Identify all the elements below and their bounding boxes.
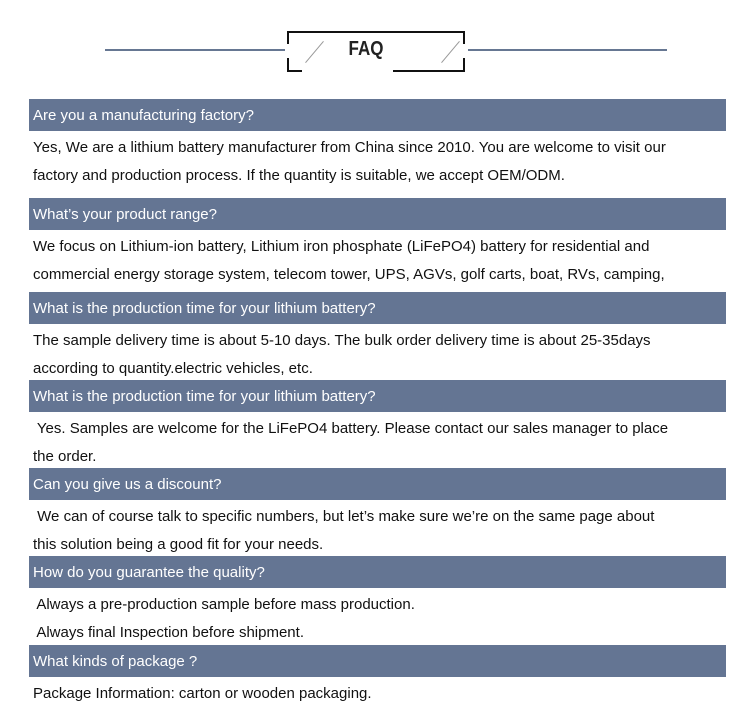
faq-question: What is the production time for your lithium battery? (29, 292, 726, 324)
page-title: FAQ (348, 38, 384, 60)
faq-question: How do you guarantee the quality? (29, 556, 726, 588)
frame-gap (302, 69, 393, 73)
faq-answer-line: factory and production process. If the quantity is suitable, we accept OEM/ODM. (33, 167, 565, 184)
frame-gap (285, 44, 290, 58)
faq-answer-line: according to quantity.electric vehicles, etc. (33, 360, 313, 377)
faq-answer-line: Package Information: carton or wooden packaging. (33, 685, 372, 702)
faq-question: What’s your product range? (29, 198, 726, 230)
divider-left (105, 49, 287, 51)
faq-answer-line: Yes. Samples are welcome for the LiFePO4 battery. Please contact our sales manager to place (33, 420, 669, 437)
faq-answer-line: The sample delivery time is about 5-10 days. The bulk order delivery time is about 25-35days (33, 332, 651, 349)
faq-answer-line: Always final Inspection before shipment. (33, 624, 304, 641)
faq-answer-line: this solution being a good fit for your needs. (33, 536, 324, 553)
faq-answer-line: Always a pre-production sample before mass production. (33, 596, 415, 613)
faq-answer-line: We can of course talk to specific numbers, but let’s make sure we’re on the same page about (33, 508, 655, 525)
faq-question: What kinds of package ? (29, 645, 726, 677)
divider-right (465, 49, 667, 51)
faq-answer-line: We focus on Lithium-ion battery, Lithium iron phosphate (LiFePO4) battery for residential and (33, 238, 650, 255)
frame-gap (463, 44, 468, 58)
faq-answer-line: the order. (33, 448, 97, 465)
faq-answer-line: Yes, We are a lithium battery manufacturer from China since 2010. You are welcome to visit our (33, 139, 666, 156)
faq-question: What is the production time for your lithium battery? (29, 380, 726, 412)
faq-question: Are you a manufacturing factory? (29, 99, 726, 131)
faq-question: Can you give us a discount? (29, 468, 726, 500)
faq-answer-line: commercial energy storage system, telecom tower, UPS, AGVs, golf carts, boat, RVs, camping, (33, 266, 665, 283)
